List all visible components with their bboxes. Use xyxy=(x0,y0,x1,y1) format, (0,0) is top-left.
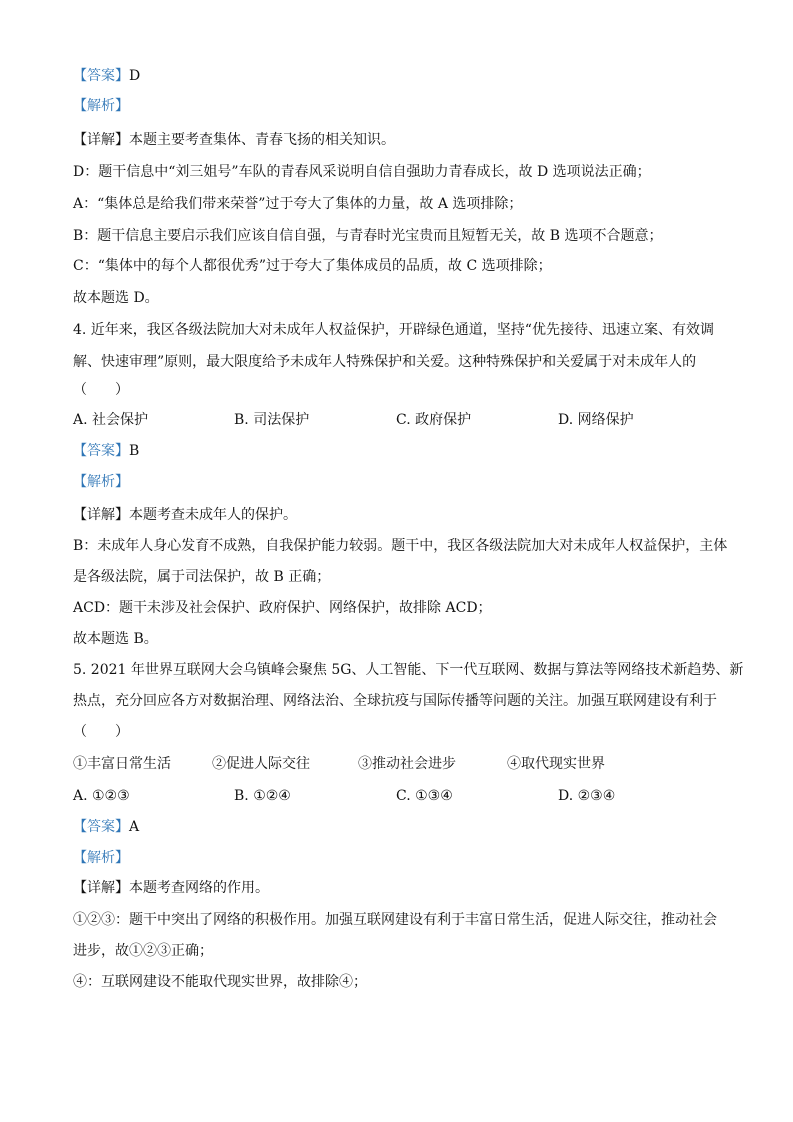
answer-value: A xyxy=(129,819,140,835)
q4-acd-explanation: ACD：题干未涉及社会保护、政府保护、网络保护，故排除 ACD； xyxy=(73,600,492,616)
q5-stem-line-2: 热点，充分回应各方对数据治理、网络法治、全球抗疫与国际传播等问题的关注。加强互联网建设有利于 xyxy=(73,693,717,709)
q3-d-explanation: D：题干信息中“刘三姐号”车队的青春风采说明自信自强助力青春成长，故 D 选项说法正确； xyxy=(73,164,651,180)
q3-a-explanation: A：“集体总是给我们带来荣誉”过于夸大了集体的力量，故 A 选项排除； xyxy=(73,196,523,212)
q5-detail: 【详解】本题考查网络的作用。 xyxy=(73,880,269,896)
q4-conclusion: 故本题选 B。 xyxy=(73,631,158,647)
q5-item-4: ④取代现实世界 xyxy=(507,756,605,772)
q3-conclusion: 故本题选 D。 xyxy=(73,290,159,306)
q3-analysis-tag: 【解析】 xyxy=(73,98,129,114)
q5-explanation-3: ④：互联网建设不能取代现实世界，故排除④； xyxy=(73,974,367,990)
q4-option-c: C. 政府保护 xyxy=(396,412,472,428)
q4-answer-line xyxy=(73,441,139,461)
q3-detail: 【详解】本题主要考查集体、青春飞扬的相关知识。 xyxy=(73,132,395,148)
q5-explanation-1: ①②③：题干中突出了网络的积极作用。加强互联网建设有利于丰富日常生活，促进人际交往，推动社会 xyxy=(73,912,717,928)
q5-explanation-2: 进步，故①②③正确； xyxy=(73,943,213,959)
q4-analysis-tag: 【解析】 xyxy=(73,474,129,490)
q4-b-explanation-2: 是各级法院，属于司法保护，故 B 正确； xyxy=(73,569,331,585)
q5-stem-line-1: 5. 2021 年世界互联网大会乌镇峰会聚焦 5G、人工智能、下一代互联网、数据与算法等网络技术新趋势、新 xyxy=(73,662,744,678)
q4-stem-line-1: 4. 近年来，我区各级法院加大对未成年人权益保护，开辟绿色通道，坚持“优先接待、迅速立案、有效调 xyxy=(73,322,714,338)
q4-detail: 【详解】本题考查未成年人的保护。 xyxy=(73,507,297,523)
q5-option-c: C. ①③④ xyxy=(396,788,453,804)
q5-option-d: D. ②③④ xyxy=(558,788,616,804)
q4-b-explanation-1: B：未成年人身心发育不成熟，自我保护能力较弱。题干中，我区各级法院加大对未成年人权益保护，主体 xyxy=(73,538,728,554)
q5-analysis-tag: 【解析】 xyxy=(73,850,129,866)
q4-stem-line-2: 解、快速审理”原则，最大限度给予未成年人特殊保护和关爱。这种特殊保护和关爱属于对未成年人的 xyxy=(73,354,697,370)
q3-answer-line xyxy=(73,66,140,86)
q3-c-explanation: C：“集体中的每个人都很优秀”过于夸大了集体成员的品质，故 C 选项排除； xyxy=(73,258,552,274)
q5-item-3: ③推动社会进步 xyxy=(358,756,456,772)
q5-option-a: A. ①②③ xyxy=(73,788,130,804)
q5-item-2: ②促进人际交往 xyxy=(212,756,310,772)
answer-tag: 【答案】 xyxy=(73,68,129,84)
q4-blank: （ ） xyxy=(73,382,129,398)
q4-option-b: B. 司法保护 xyxy=(234,412,310,428)
q3-b-explanation: B：题干信息主要启示我们应该自信自强，与青春时光宝贵而且短暂无关，故 B 选项不合题意； xyxy=(73,228,663,244)
q4-option-d: D. 网络保护 xyxy=(558,412,634,428)
answer-tag: 【答案】 xyxy=(73,819,129,835)
answer-value: D xyxy=(129,68,141,84)
q5-item-1: ①丰富日常生活 xyxy=(73,756,171,772)
q5-option-b: B. ①②④ xyxy=(234,788,291,804)
answer-value: B xyxy=(129,443,140,459)
q5-answer-line xyxy=(73,817,139,837)
q5-blank: （ ） xyxy=(73,724,129,740)
answer-tag: 【答案】 xyxy=(73,443,129,459)
q4-option-a: A. 社会保护 xyxy=(73,412,149,428)
